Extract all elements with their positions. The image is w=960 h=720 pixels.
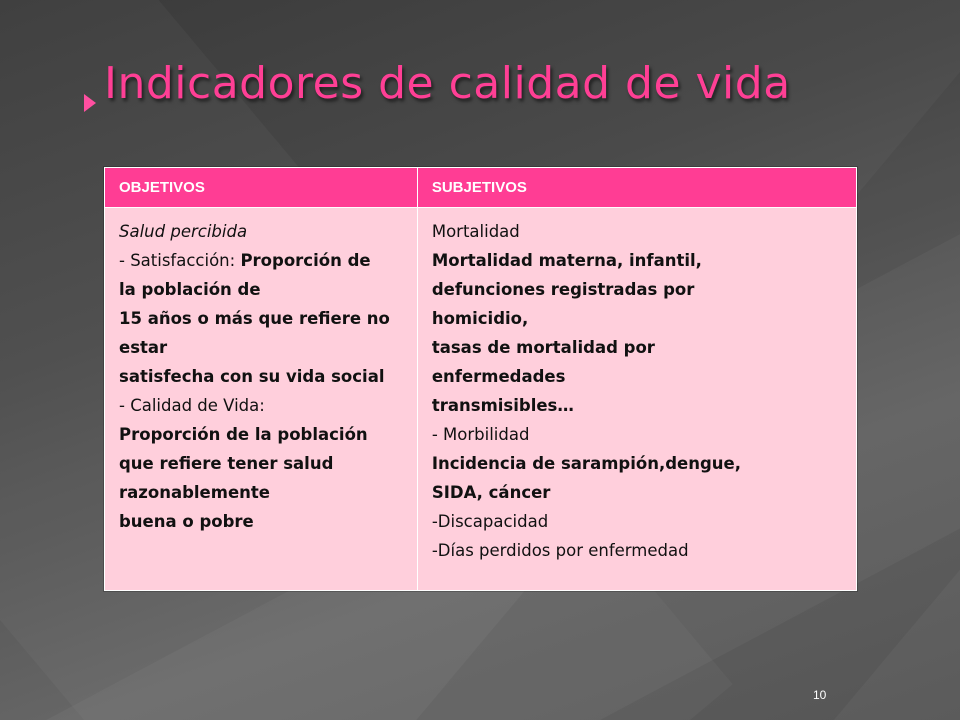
indicators-table — [104, 167, 857, 591]
text-line: 15 años o más que refiere no — [119, 309, 390, 328]
text-line: transmisibles… — [431, 396, 574, 415]
line-calidad-de-vida: - Calidad de Vida: — [119, 396, 265, 415]
slide-title: Indicadores de calidad de vida — [104, 58, 791, 109]
line-discapacidad: -Discapacidad — [431, 512, 549, 531]
text-line: Proporción de la población — [119, 425, 368, 444]
header-subjetivos: SUBJETIVOS — [417, 168, 856, 208]
text-line: razonablemente — [119, 483, 270, 502]
line-dias-perdidos: -Días perdidos por enfermedad — [431, 541, 689, 560]
page-number: 10 — [813, 688, 827, 702]
text-line: enfermedades — [431, 367, 566, 386]
line-salud-percibida: Salud percibida — [119, 222, 248, 241]
text-line: Mortalidad materna, infantil, — [431, 251, 702, 270]
text-line: SIDA, cáncer — [431, 483, 551, 502]
text-bold: Proporción de — [240, 251, 371, 270]
table-row — [105, 208, 857, 591]
line-satisfaccion — [119, 246, 409, 275]
cell-objetivos — [105, 208, 418, 591]
text-line: buena o pobre — [119, 512, 254, 531]
text-line: satisfecha con su vida social — [119, 367, 385, 386]
text-line: defunciones registradas por — [431, 280, 695, 299]
text-line: Incidencia de sarampión,dengue, — [431, 454, 741, 473]
title-bullet-icon — [84, 94, 96, 112]
text-line: estar — [119, 338, 168, 357]
text-plain: - Satisfacción: — [119, 251, 241, 270]
table-header-row — [105, 168, 857, 208]
text-line: tasas de mortalidad por — [431, 338, 655, 357]
text-line: homicidio, — [431, 309, 529, 328]
text-line: la población de — [119, 280, 261, 299]
cell-subjetivos — [417, 208, 856, 591]
line-morbilidad: - Morbilidad — [431, 425, 530, 444]
header-objetivos: OBJETIVOS — [105, 168, 418, 208]
text-line: que refiere tener salud — [119, 454, 334, 473]
line-mortalidad: Mortalidad — [431, 222, 520, 241]
